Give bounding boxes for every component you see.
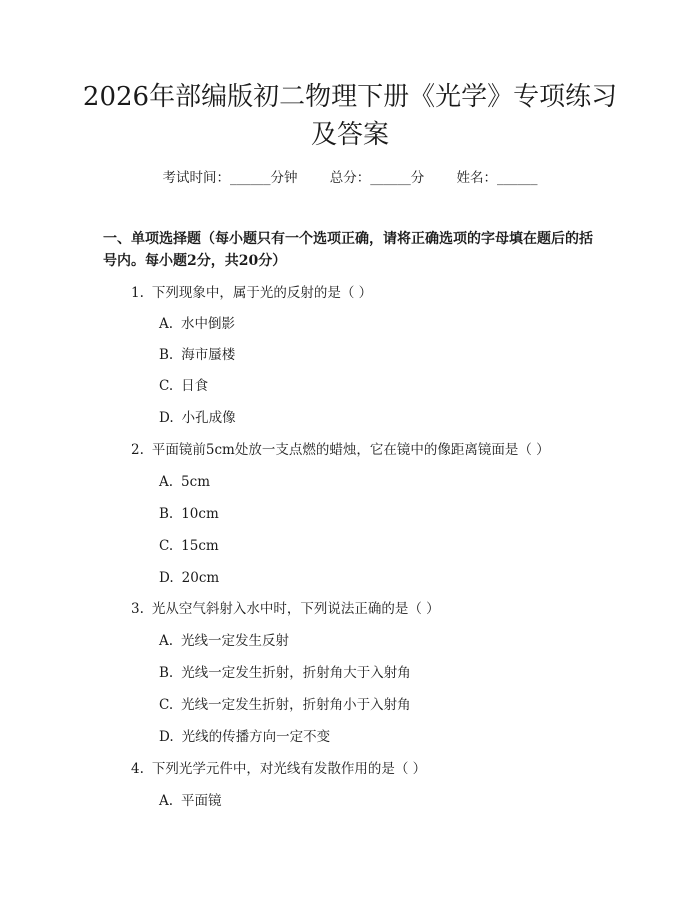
option-text: 平面镜 xyxy=(181,793,222,809)
option-3c xyxy=(159,695,411,715)
question-number: 1. xyxy=(131,285,144,301)
option-letter: B. xyxy=(159,506,174,522)
option-3b xyxy=(159,663,411,683)
option-text: 光线一定发生折射，折射角小于入射角 xyxy=(181,697,411,713)
option-letter: B. xyxy=(159,665,174,681)
option-text: 光线的传播方向一定不变 xyxy=(181,729,331,745)
option-2d xyxy=(159,568,219,588)
option-3a xyxy=(159,631,289,651)
option-letter: A. xyxy=(159,316,174,332)
question-number: 4. xyxy=(131,761,144,777)
option-2c xyxy=(159,536,219,556)
option-letter: A. xyxy=(159,793,174,809)
exam-meta xyxy=(0,168,700,188)
question-text: 下列现象中，属于光的反射的是（ ） xyxy=(151,285,373,301)
option-letter: D. xyxy=(159,570,174,586)
total-score-field: 总分：______分 xyxy=(329,170,425,186)
option-text: 海市蜃楼 xyxy=(181,347,236,363)
option-letter: A. xyxy=(159,633,174,649)
option-3d xyxy=(159,727,330,747)
option-1b xyxy=(159,345,235,365)
option-text: 10cm xyxy=(181,506,219,522)
option-letter: D. xyxy=(159,410,174,426)
option-text: 20cm xyxy=(181,570,220,586)
question-text: 光从空气斜射入水中时，下列说法正确的是（ ） xyxy=(151,601,440,617)
option-letter: C. xyxy=(159,697,174,713)
option-letter: C. xyxy=(159,378,174,394)
option-text: 日食 xyxy=(181,378,209,394)
question-number: 2. xyxy=(131,442,144,458)
question-text: 平面镜前5cm处放一支点燃的蜡烛，它在镜中的像距离镜面是（ ） xyxy=(151,442,550,458)
question-3 xyxy=(131,599,440,619)
option-text: 15cm xyxy=(181,538,219,554)
option-1c xyxy=(159,376,208,396)
question-number: 3. xyxy=(131,601,144,617)
option-text: 水中倒影 xyxy=(181,316,236,332)
question-text: 下列光学元件中，对光线有发散作用的是（ ） xyxy=(151,761,427,777)
option-1a xyxy=(159,314,235,334)
exam-time-field: 考试时间：______分钟 xyxy=(162,170,298,186)
option-1d xyxy=(159,408,236,428)
question-1 xyxy=(131,283,372,303)
question-4 xyxy=(131,759,426,779)
question-2 xyxy=(131,440,550,460)
option-4a xyxy=(159,791,222,811)
student-name-field: 姓名：______ xyxy=(456,170,538,186)
option-text: 5cm xyxy=(181,474,210,490)
option-letter: A. xyxy=(159,474,174,490)
section-heading: 一、单项选择题（每小题只有一个选项正确，请将正确选项的字母填在题后的括号内。每小题2分，共20分） xyxy=(103,231,593,269)
option-text: 小孔成像 xyxy=(181,410,236,426)
document-title: 2026年部编版初二物理下册《光学》专项练习及答案 xyxy=(82,82,618,150)
option-2a xyxy=(159,472,210,492)
option-2b xyxy=(159,504,219,524)
option-text: 光线一定发生折射，折射角大于入射角 xyxy=(181,665,411,681)
option-letter: C. xyxy=(159,538,174,554)
option-text: 光线一定发生反射 xyxy=(181,633,290,649)
option-letter: B. xyxy=(159,347,174,363)
option-letter: D. xyxy=(159,729,174,745)
